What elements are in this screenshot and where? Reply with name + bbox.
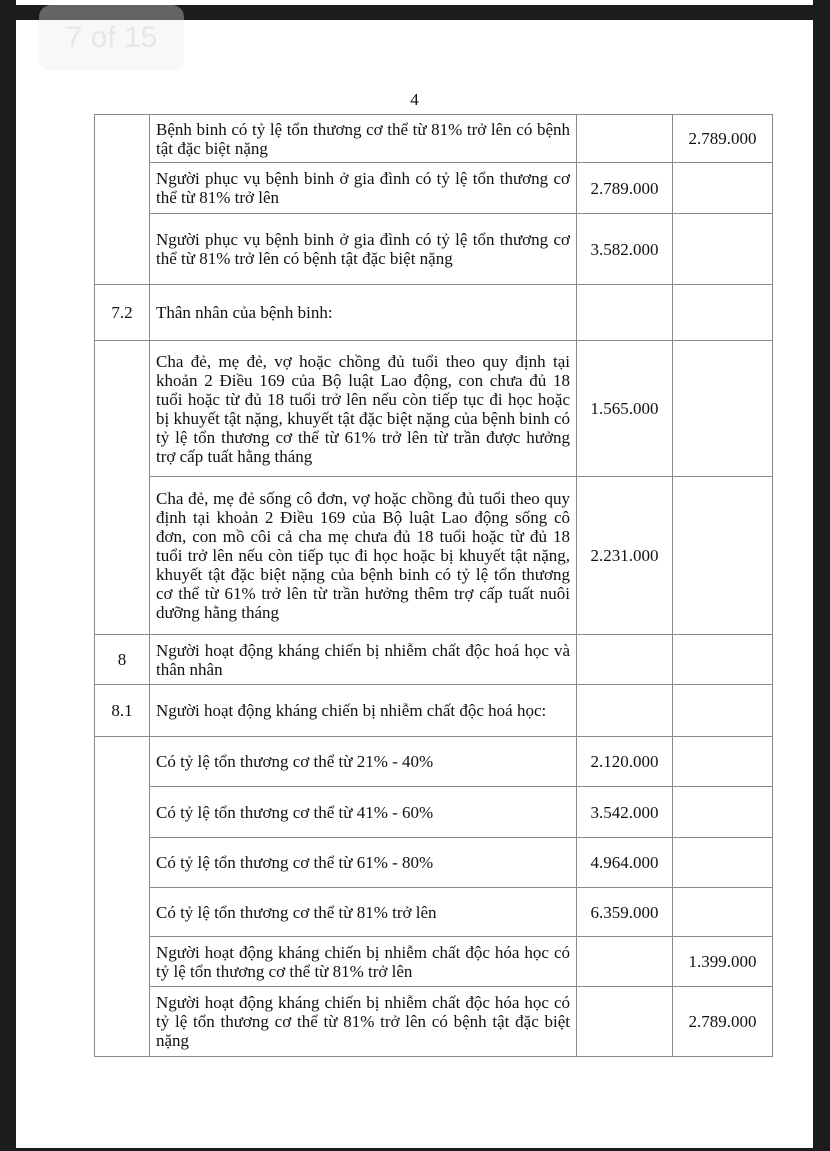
content-cell: Bệnh binh có tỷ lệ tổn thương cơ thể từ 81% trở lên có bệnh tật đặc biệt nặng [150,115,577,163]
content-cell: Có tỷ lệ tổn thương cơ thể từ 61% - 80% [150,838,577,888]
content-cell: Người hoạt động kháng chiến bị nhiễm chất độc hóa học có tỷ lệ tổn thương cơ thể từ 81% trở lên [150,937,577,987]
content-cell: Người hoạt động kháng chiến bị nhiễm chất độc hoá học: [150,685,577,737]
stt-cell: 8 [95,635,150,685]
content-cell: Người hoạt động kháng chiến bị nhiễm chất độc hoá học và thân nhân [150,635,577,685]
table-row [95,115,773,163]
allowance-table [94,114,773,1057]
amount-2-cell [673,838,773,888]
amount-2-cell [673,888,773,937]
amount-1-cell: 4.964.000 [577,838,673,888]
table-row [95,888,773,937]
amount-2-cell: 2.789.000 [673,115,773,163]
amount-1-cell: 2.789.000 [577,163,673,214]
content-cell: Người phục vụ bệnh binh ở gia đình có tỷ lệ tổn thương cơ thể từ 81% trở lên [150,163,577,214]
amount-1-cell [577,635,673,685]
amount-2-cell [673,163,773,214]
page-counter-badge: 7 of 15 [39,5,184,71]
amount-1-cell: 1.565.000 [577,341,673,477]
table-row [95,477,773,635]
amount-2-cell [673,787,773,838]
amount-2-cell [673,635,773,685]
amount-2-cell [673,737,773,787]
amount-2-cell: 1.399.000 [673,937,773,987]
stt-cell: 7.2 [95,285,150,341]
table-row [95,737,773,787]
amount-1-cell: 2.120.000 [577,737,673,787]
amount-1-cell: 6.359.000 [577,888,673,937]
stt-cell [95,737,150,1057]
content-cell: Cha đẻ, mẹ đẻ sống cô đơn, vợ hoặc chồng đủ tuổi theo quy định tại khoản 2 Điều 169 của Bộ luật Lao động sống cô đơn, con mồ côi cả cha mẹ chưa đủ 18 tuổi hoặc từ đủ 18 tuổi trở lên nếu còn tiếp tục đi học hoặc bị khuyết tật nặng, khuyết tật đặc biệt nặng của bệnh binh có tỷ lệ tổn thương cơ thể từ 61% trở lên từ trần hưởng thêm trợ cấp tuất nuôi dưỡng hằng tháng [150,477,577,635]
stt-cell [95,115,150,285]
amount-1-cell [577,285,673,341]
amount-2-cell: 2.789.000 [673,987,773,1057]
table-row-section-7-2 [95,285,773,341]
amount-1-cell [577,685,673,737]
table-row-section-8-1 [95,685,773,737]
content-cell: Cha đẻ, mẹ đẻ, vợ hoặc chồng đủ tuổi theo quy định tại khoản 2 Điều 169 của Bộ luật Lao động, con chưa đủ 18 tuổi hoặc từ đủ 18 tuổi trở lên nếu còn tiếp tục đi học hoặc bị khuyết tật nặng, khuyết tật đặc biệt nặng của bệnh binh có tỷ lệ tổn thương cơ thể từ 61% trở lên từ trần được hưởng trợ cấp tuất hằng tháng [150,341,577,477]
content-cell: Có tỷ lệ tổn thương cơ thể từ 81% trở lên [150,888,577,937]
amount-2-cell [673,477,773,635]
table-row [95,937,773,987]
amount-2-cell [673,285,773,341]
amount-1-cell [577,115,673,163]
amount-2-cell [673,214,773,285]
amount-2-cell [673,685,773,737]
content-cell: Có tỷ lệ tổn thương cơ thể từ 41% - 60% [150,787,577,838]
page-number: 4 [410,90,419,109]
table-row [95,163,773,214]
table-row [95,838,773,888]
amount-1-cell: 3.542.000 [577,787,673,838]
content-cell: Thân nhân của bệnh binh: [150,285,577,341]
amount-2-cell [673,341,773,477]
amount-1-cell: 3.582.000 [577,214,673,285]
table-row [95,341,773,477]
amount-1-cell: 2.231.000 [577,477,673,635]
amount-1-cell [577,937,673,987]
table-row [95,987,773,1057]
content-cell: Có tỷ lệ tổn thương cơ thể từ 21% - 40% [150,737,577,787]
content-cell: Người phục vụ bệnh binh ở gia đình có tỷ lệ tổn thương cơ thể từ 81% trở lên có bệnh tật đặc biệt nặng [150,214,577,285]
stt-cell [95,341,150,635]
stt-cell: 8.1 [95,685,150,737]
table-row [95,214,773,285]
table-row-section-8 [95,635,773,685]
content-cell: Người hoạt động kháng chiến bị nhiễm chất độc hóa học có tỷ lệ tổn thương cơ thể từ 81% trở lên có bệnh tật đặc biệt nặng [150,987,577,1057]
table-row [95,787,773,838]
amount-1-cell [577,987,673,1057]
